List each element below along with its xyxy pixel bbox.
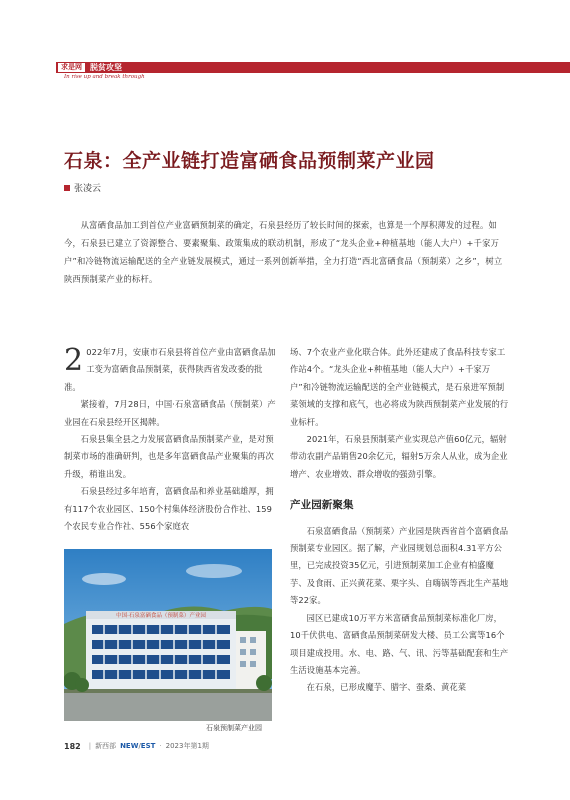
building-sign: 中国·石泉富硒食品（预制菜）产业园 [116, 613, 206, 619]
article-abstract: 从富硒食品加工到首位产业富硒预制菜的确定，石泉县经历了较长时间的探索，也算是一个厚积薄发的过程。如今，石泉县已建立了资源整合、要素聚集、政策集成的联动机制，形成了“龙头企业+种植基地（能人大户）+千家万户”和冷链物流运输配送的全产业链发展模式，通过一系列创新举措，全力打造“西北富硒食品（预制菜）之乡”，树立陕西预制菜产业的标杆。 [64, 220, 503, 284]
section-tag [56, 62, 122, 73]
magazine-en-name: NEW/EST [120, 742, 156, 750]
paragraph: 场、7个农业产业化联合体。此外还建成了食品科技专家工作站4个。“龙头企业+种植基地（能人大户）+千家万户”和冷链物流运输配送的全产业链模式，是石泉进军预制菜领域的支撑和底气，也必将成为陕西预制菜产业发展的行业标杆。 [290, 347, 509, 427]
magazine-name: 新西部 [95, 742, 117, 750]
industrial-park-photo [64, 549, 272, 721]
paragraph: 在石泉，已形成魔芋、腊字、蚕桑、黄花菜 [306, 682, 467, 693]
footer-divider: | [88, 742, 92, 750]
section-header-strip [0, 62, 570, 73]
drop-cap: 2 [64, 343, 84, 378]
issue-label: 2023年第1期 [165, 742, 209, 750]
column-name: 脱贫攻坚 [90, 63, 122, 72]
left-column [64, 344, 276, 535]
author-name: 张凌云 [74, 184, 102, 194]
paragraph: 石泉县经过多年培育，富硒食品和养业基础雄厚，拥有117个农业园区、150个村集体经济股份合作社、159个农民专业合作社、556个家庭农 [64, 486, 274, 532]
paragraph: 2021年，石泉县预制菜产业实现总产值60亿元，辐射带动农副产品销售20余亿元，辐射5万余人从业，成为企业增产、农业增效、群众增收的强劲引擎。 [290, 434, 508, 479]
page-number: 182 [64, 741, 81, 751]
footer-dot: · [159, 742, 162, 750]
article-title: 石泉：全产业链打造富硒食品预制菜产业园 [64, 150, 435, 172]
article-author [64, 181, 101, 194]
paragraph: 石泉富硒食品（预制菜）产业园是陕西省首个富硒食品预制菜专业园区。据了解，产业园规划总面积4.31平方公里，已完成投资35亿元，引进预制菜加工企业有柏盛魔芋、及食雨、正兴黄花菜、栗字头、自嗨锅等西北生产基地等22家。 [290, 525, 509, 606]
column-subtitle: In rise up and break through [64, 74, 145, 80]
photo-caption: 石泉预制菜产业园 [206, 724, 262, 732]
column-logo: 求是网 [58, 63, 85, 72]
paragraph: 2 022年7月，安康市石泉县将首位产业由富硒食品加工变为富硒食品预制菜，获得陕西省发改委的批准。 [64, 343, 276, 392]
paragraph: 园区已建成10万平方米富硒食品预制菜标准化厂房，10千伏供电、富硒食品预制菜研发大楼、员工公寓等16个项目建成投用。水、电、路、气、讯、污等基础配套和生产生活设施基本完善。 [290, 612, 509, 675]
industrial-park-illustration [64, 549, 272, 721]
paragraph: 紧接着，7月28日，中国·石泉富硒食品（预制菜）产业园在石泉县经开区揭牌。 [64, 399, 276, 427]
paragraph: 石泉县集全县之力发展富硒食品预制菜产业，是对预制菜市场的准确研判，也是多年富硒食品产业聚集的再次升级，稍谁出发。 [64, 434, 274, 479]
right-column [290, 344, 510, 697]
section-heading: 产业园新聚集 [290, 499, 354, 512]
page-footer [64, 741, 209, 751]
author-square-icon [64, 185, 70, 191]
header-red-bar [56, 62, 570, 73]
